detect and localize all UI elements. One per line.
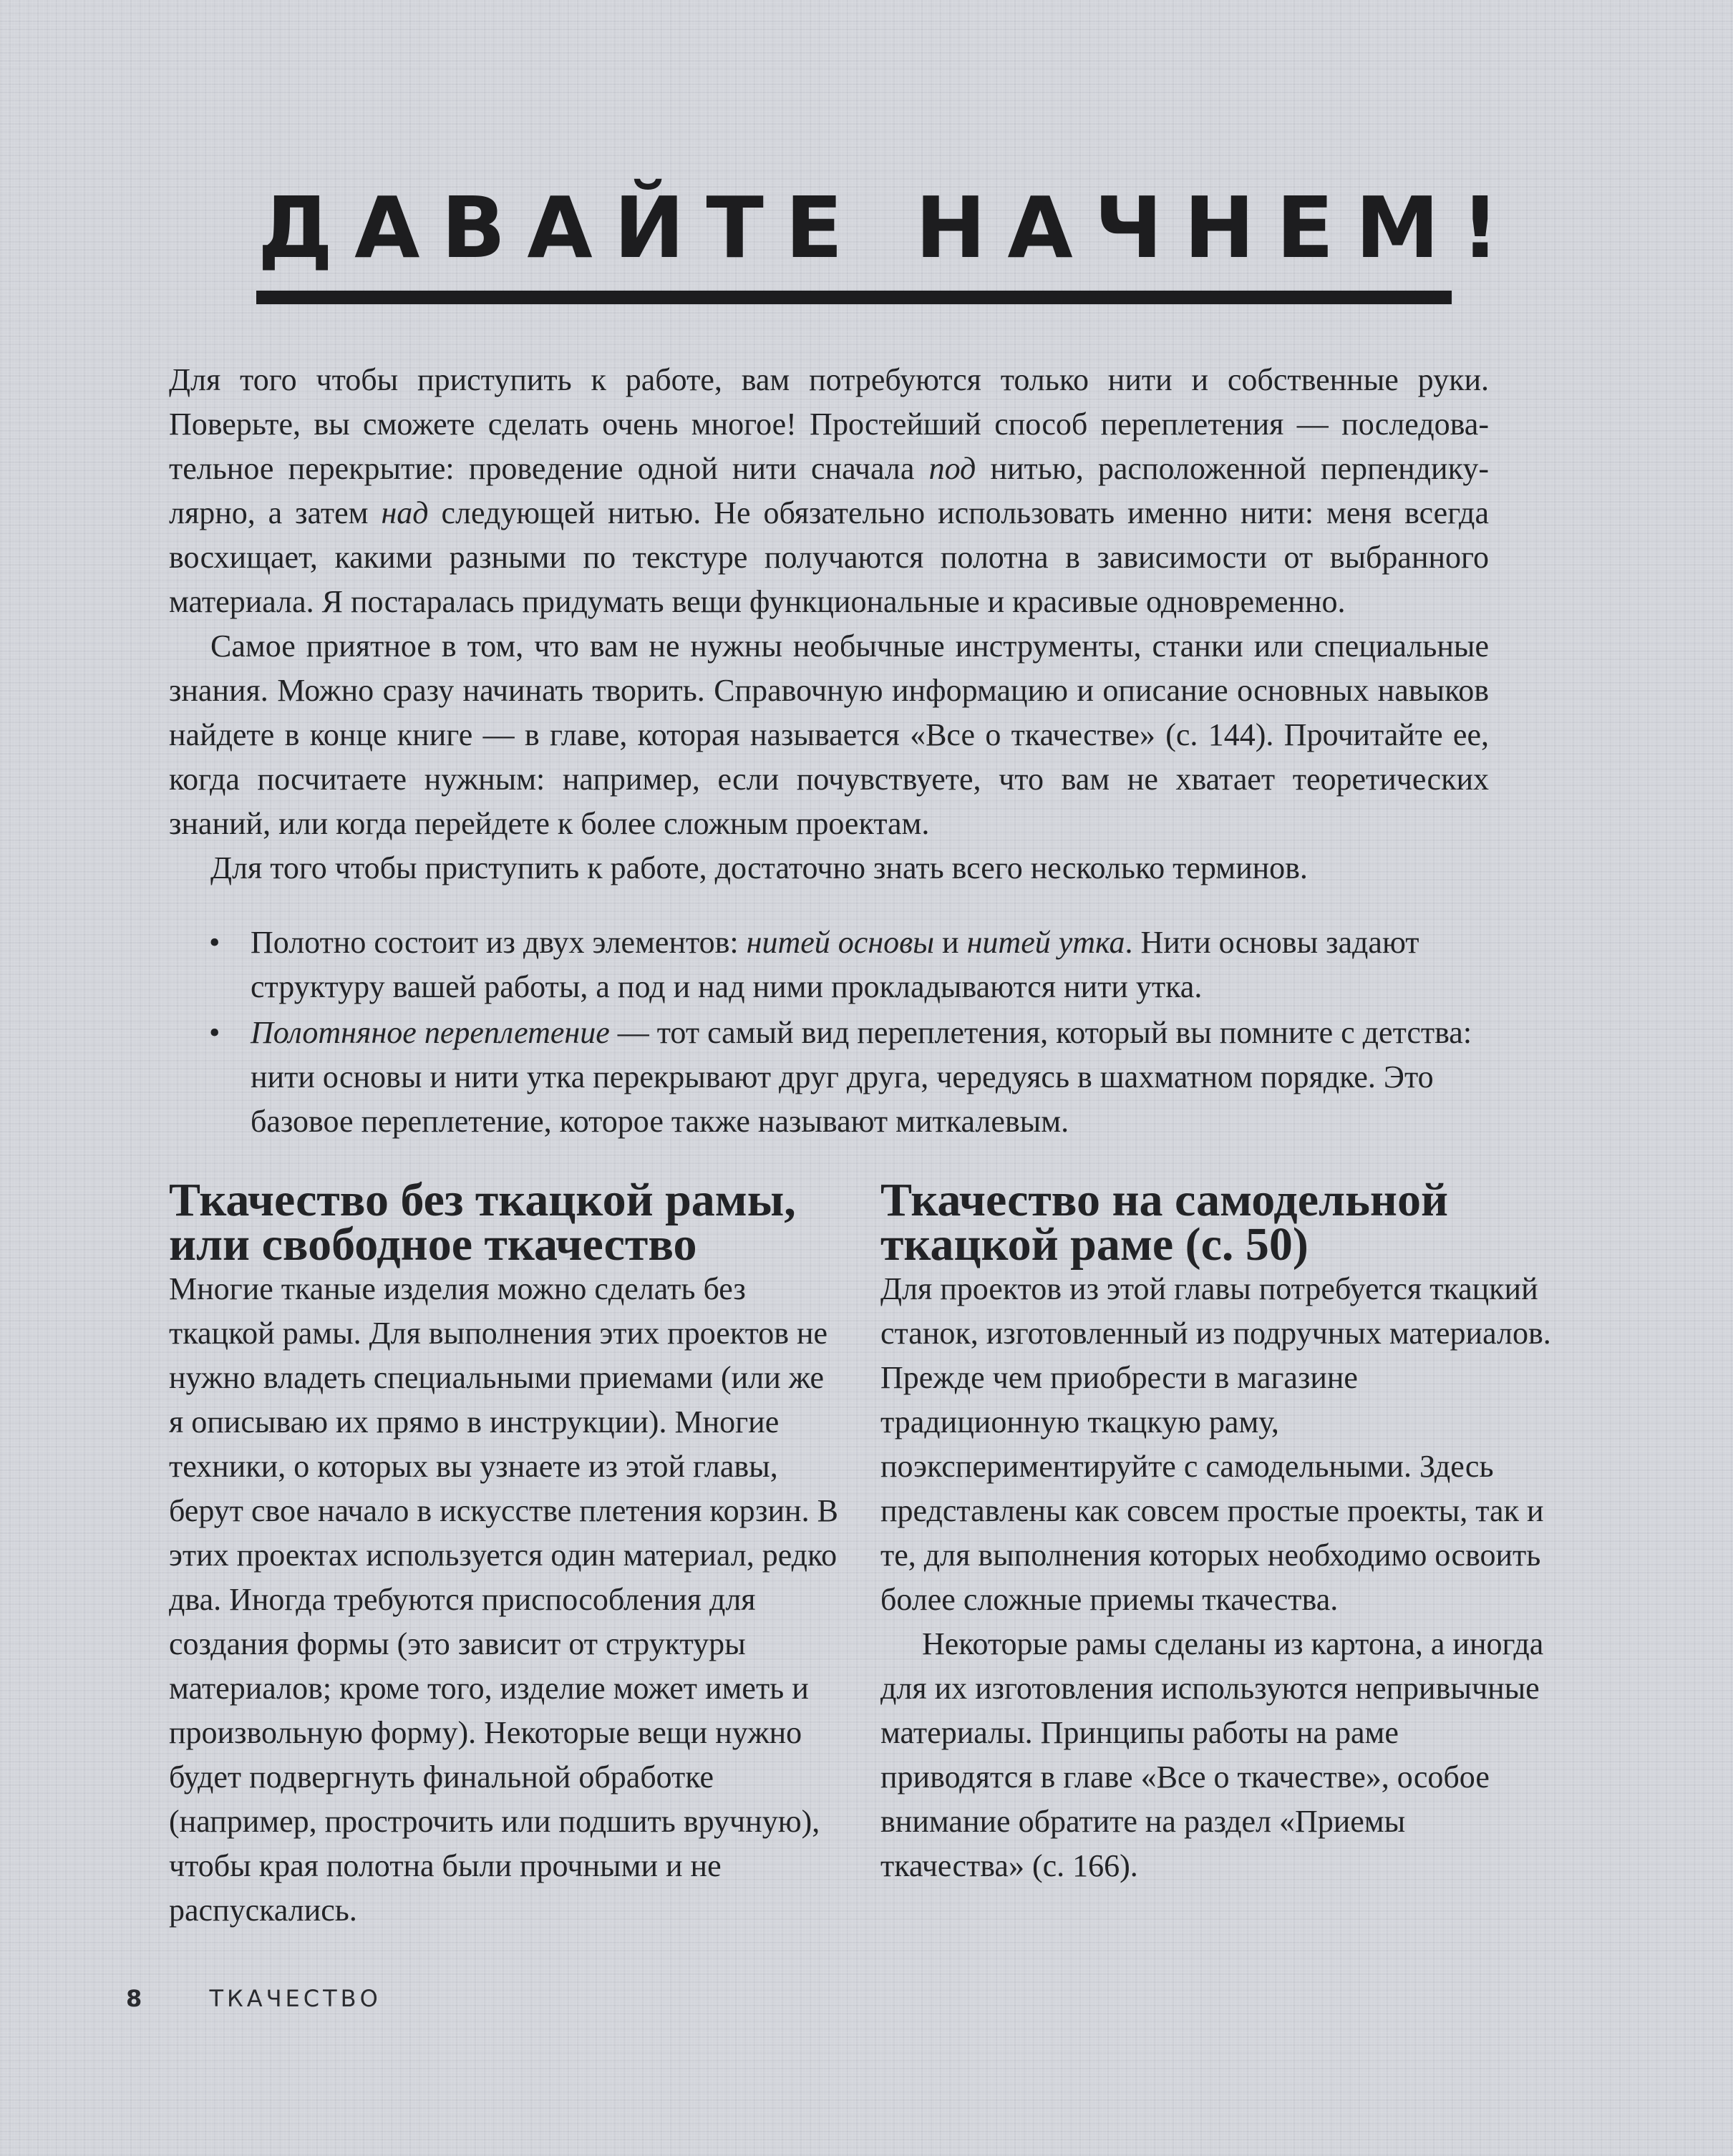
running-head: ТКАЧЕСТВО: [209, 1985, 382, 2012]
intro-section: [169, 358, 1489, 890]
page-title: ДАВАЙТЕ НАЧНЕМ!: [258, 178, 1521, 277]
terms-list: [169, 921, 1489, 1145]
intro-p1-text-2: нитью, расположенной перпендикулярно, а затем: [169, 451, 1489, 530]
page-footer: [126, 1984, 382, 2013]
right-column: [880, 1174, 1553, 1888]
bullet-1-text-1: Полотно состоит из двух элементов:: [251, 925, 747, 960]
right-heading-line-1: Ткачество на самодельной: [880, 1174, 1448, 1226]
intro-p1-italic-under: под: [928, 451, 976, 486]
left-column-heading: [169, 1174, 842, 1271]
right-column-text-2: Некоторые рамы сделаны из картона, а иногда для их изготовления используются непривычные материалы. Принципы работы на раме приводятся в главе «Все о ткачестве», особое внимание обратите на раздел «Приемы ткачества» (с. 166).: [880, 1626, 1544, 1883]
bullet-marker: •: [209, 925, 220, 960]
bullet-1-italic-weft: нитей утка: [966, 925, 1125, 960]
left-heading-line-2: или свободное ткачество: [169, 1218, 697, 1271]
right-heading-line-2: ткацкой раме (с. 50): [880, 1218, 1309, 1271]
list-item: [169, 1011, 1489, 1144]
intro-paragraph-3: Для того чтобы приступить к работе, достаточно знать всего несколько терминов.: [210, 850, 1308, 885]
bullet-1-italic-warp: нитей основы: [746, 925, 935, 960]
intro-p1-italic-over: над: [381, 495, 429, 530]
right-column-heading: [880, 1174, 1553, 1271]
title-rule: [256, 291, 1452, 304]
left-column: [169, 1174, 842, 1933]
bullet-2-italic-plain-weave: Полотняное переплетение: [251, 1015, 610, 1050]
intro-p1-text-3: следующей нитью. Не обязательно использовать именно нити: меня всегда восхищает, какими разными по текстуре получаются полотна в зависимости от выбранного материала. Я постаралась придумать вещи функциональные и красивые одновременно.: [169, 495, 1489, 619]
intro-paragraph-2: Самое приятное в том, что вам не нужны необычные инструменты, станки или специальные знания. Можно сразу начинать творить. Справочную информацию и описание основных навыков найдете в конце книге — в главе, которая называется «Все о ткачестве» (с. 144). Прочитайте ее, когда посчитаете нужным: например, если почувствуете, что вам не хватает теоретических знаний, или когда перейдете к более сложным проектам.: [169, 628, 1489, 841]
page-number: 8: [126, 1985, 142, 2012]
bullet-1-text-2: и: [934, 925, 967, 960]
intro-p1-text-1: Для того чтобы приступить к работе, вам потребуются только нити и собственные руки. Поверьте, вы сможете сделать очень многое! Простейший способ переплетения — последовательное перекрытие: проведение одной нити сначала: [169, 362, 1489, 486]
left-heading-line-1: Ткачество без ткацкой рамы,: [169, 1174, 796, 1226]
intro-paragraph-1: [169, 358, 1489, 624]
left-column-text: Многие тканые изделия можно сделать без ткацкой рамы. Для выполнения этих проектов не нужно владеть специальными приемами (или же я описываю их прямо в инструкции). Многие техники, о которых вы узнаете из этой главы, берут свое начало в искусстве плетения корзин. В этих проектах используется один материал, редко два. Иногда требуются приспособления для создания формы (это зависит от структуры материалов; кроме того, изделие может иметь и произвольную форму). Некоторые вещи нужно будет подвергнуть финальной обработке (например, прострочить или подшить вручную), чтобы края полотна были прочными и не распускались.: [169, 1271, 838, 1928]
bullet-2-text: — тот самый вид переплетения, который вы помните с детства: нити основы и нити утка перекрывают друг друга, чередуясь в шахматном порядке. Это базовое переплетение, которое также называют миткалевым.: [251, 1015, 1472, 1139]
right-column-text-1: Для проектов из этой главы потребуется ткацкий станок, изготовленный из подручных материалов. Прежде чем приобрести в магазине традиционную ткацкую раму, поэкспериментируйте с самодельными. Здесь представлены как совсем простые проекты, так и те, для выполнения которых необходимо освоить более сложные приемы ткачества.: [880, 1271, 1551, 1617]
list-item: [169, 921, 1489, 1009]
bullet-1-text-3: . Нити основы задают структуру вашей работы, а под и над ними прокладываются нити утка.: [251, 925, 1419, 1004]
bullet-marker: •: [209, 1015, 220, 1050]
